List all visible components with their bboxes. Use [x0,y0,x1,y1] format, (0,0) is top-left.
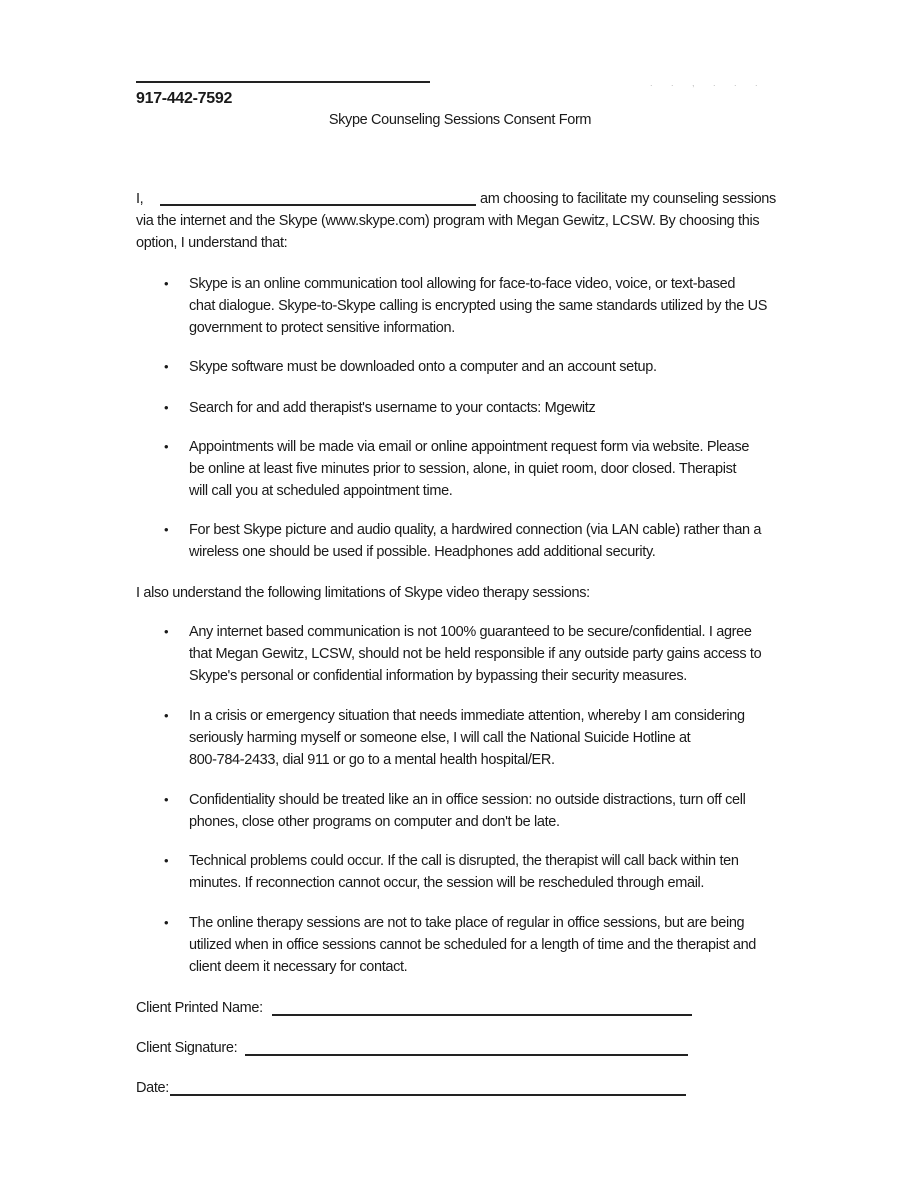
limitation-bullet-line: The online therapy sessions are not to take place of regular in office sessions, but are being [189,915,745,931]
name-blank-line[interactable] [160,204,476,206]
intro-line: option, I understand that: [136,235,288,251]
understand-bullet-line: government to protect sensitive information. [189,320,455,336]
bullet-icon: • [164,708,169,723]
bullet-icon: • [164,439,169,454]
limitation-bullet-line: In a crisis or emergency situation that needs immediate attention, whereby I am considering [189,708,745,724]
understand-bullet-line: chat dialogue. Skype-to-Skype calling is encrypted using the same standards utilized by the US [189,298,768,314]
signature-field-line[interactable] [272,1014,692,1016]
signature-field-label: Client Signature: [136,1040,238,1056]
understand-bullet-line: Appointments will be made via email or online appointment request form via website. Please [189,439,750,455]
bullet-icon: • [164,792,169,807]
phone-number: 917-442-7592 [136,90,233,107]
understand-bullet-line: be online at least five minutes prior to session, alone, in quiet room, door closed. Therapist [189,461,737,477]
limitation-bullet-line: client deem it necessary for contact. [189,959,408,975]
bullet-icon: • [164,915,169,930]
bullet-icon: • [164,624,169,639]
bullet-icon: • [164,522,169,537]
limitation-bullet-line: minutes. If reconnection cannot occur, the session will be rescheduled through email. [189,875,705,891]
limitations-heading: I also understand the following limitations of Skype video therapy sessions: [136,585,590,601]
limitation-bullet-line: 800-784-2433, dial 911 or go to a mental health hospital/ER. [189,752,555,768]
bullet-icon: • [164,359,169,374]
bullet-icon: • [164,276,169,291]
signature-field-label: Date: [136,1080,169,1096]
understand-bullet-line: wireless one should be used if possible. Headphones add additional security. [189,544,656,560]
understand-bullet-line: Search for and add therapist's username to your contacts: Mgewitz [189,400,596,416]
form-title: Skype Counseling Sessions Consent Form [328,112,592,128]
understand-bullet-line: Skype is an online communication tool allowing for face-to-face video, voice, or text-based [189,276,736,292]
understand-bullet-line: For best Skype picture and audio quality, a hardwired connection (via LAN cable) rather than a [189,522,762,538]
signature-field-line[interactable] [170,1094,686,1096]
understand-bullet-line: Skype software must be downloaded onto a computer and an account setup. [189,359,657,375]
bullet-icon: • [164,853,169,868]
limitation-bullet-line: that Megan Gewitz, LCSW, should not be held responsible if any outside party gains access to [189,646,762,662]
intro-line: via the internet and the Skype (www.skype.com) program with Megan Gewitz, LCSW. By choosing this [136,213,760,229]
limitation-bullet-line: Any internet based communication is not 100% guaranteed to be secure/confidential. I agree [189,624,752,640]
faded-header-text: . . , . . . [650,78,766,88]
limitation-bullet-line: Skype's personal or confidential information by bypassing their security measures. [189,668,687,684]
intro-line: am choosing to facilitate my counseling sessions [480,191,776,207]
limitation-bullet-line: Confidentiality should be treated like an in office session: no outside distractions, turn off cell [189,792,746,808]
intro-prefix: I, [136,191,144,207]
limitation-bullet-line: seriously harming myself or someone else, I will call the National Suicide Hotline at [189,730,691,746]
signature-field-label: Client Printed Name: [136,1000,263,1016]
signature-field-line[interactable] [245,1054,688,1056]
limitation-bullet-line: utilized when in office sessions cannot be scheduled for a length of time and the therapist and [189,937,757,953]
limitation-bullet-line: Technical problems could occur. If the call is disrupted, the therapist will call back within ten [189,853,739,869]
header-rule [136,81,430,83]
bullet-icon: • [164,400,169,415]
limitation-bullet-line: phones, close other programs on computer and don't be late. [189,814,560,830]
understand-bullet-line: will call you at scheduled appointment time. [189,483,453,499]
